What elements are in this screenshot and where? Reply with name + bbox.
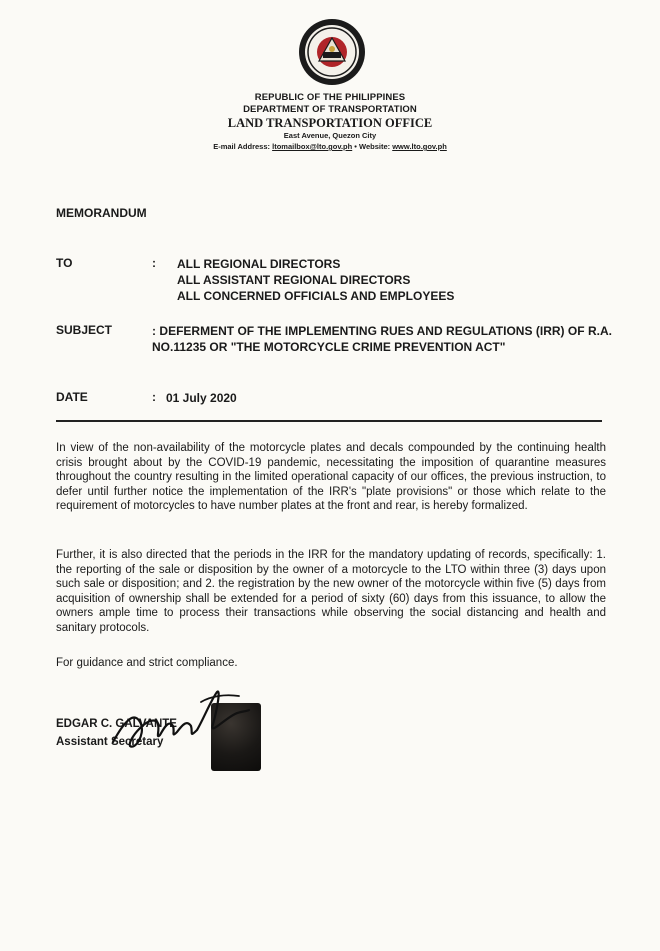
subject-value: : DEFERMENT OF THE IMPLEMENTING RUES AND REGULATIONS (IRR) OF R.A. NO.11235 OR "THE MOTORCYCLE CRIME PREVENTION ACT" [152,324,612,354]
website-label: Website: [359,142,391,151]
recipient-line: ALL ASSISTANT REGIONAL DIRECTORS [177,273,411,287]
to-label: TO [56,256,73,270]
contact-separator: • [352,142,359,151]
header-address: East Avenue, Quezon City [283,131,377,140]
date-value: 01 July 2020 [166,391,237,405]
body-paragraph-3: For guidance and strict compliance. [56,657,238,669]
divider-line [56,420,602,422]
recipient-line: ALL CONCERNED OFFICIALS AND EMPLOYEES [177,289,455,303]
body-paragraph-2: Further, it is also directed that the periods in the IRR for the mandatory updating of records, specifically: 1. the reporting of the sale or disposition by the owner of a motorcycle to the LTO within three (3) days upon such sale or disposition; and 2. the registration by the new owner of the motorcycle within five (5) days from acquisition of ownership shall be extended for a period of sixty (60) days from this issuance, to allow the owners ample time to process their transactions while observing the social distancing and health and sanitary protocols. [56,549,606,634]
email-label: E-mail Address: [213,142,271,151]
memo-title: MEMORANDUM [56,206,147,220]
signatory-title: Assistant Secretary [56,736,164,748]
header-office: LAND TRANSPORTATION OFFICE [227,116,433,130]
body-paragraph-1: In view of the non-availability of the motorcycle plates and decals compounded by the continuing health crisis brought about by the COVID-19 pandemic, necessitating the imposition of quarantine measures throughout the country resulting in the limited operational capacity of our offices, the previous instruction, to defer until further notice the implementation of the IRR's "plate provisions" or those which relate to the requirement of motorcycles to have number plates at the front and rear, is hereby formalized. [56,442,606,512]
to-recipients [177,256,454,304]
subject-label: SUBJECT [56,323,113,337]
date-label: DATE [56,390,88,404]
handwritten-signature [105,680,255,770]
website-link[interactable]: www.lto.gov.ph [392,142,447,151]
date-colon: : [152,390,156,404]
to-colon: : [152,256,156,270]
lto-seal-logo [298,18,366,86]
recipient-line: ALL REGIONAL DIRECTORS [177,257,341,271]
header-department: DEPARTMENT OF TRANSPORTATION [243,104,417,115]
signatory-name: EDGAR C. GALVANTE [56,718,177,730]
header-republic: REPUBLIC OF THE PHILIPPINES [254,92,406,103]
header-contact [0,142,660,151]
email-link[interactable]: ltomailbox@lto.gov.ph [272,142,353,151]
